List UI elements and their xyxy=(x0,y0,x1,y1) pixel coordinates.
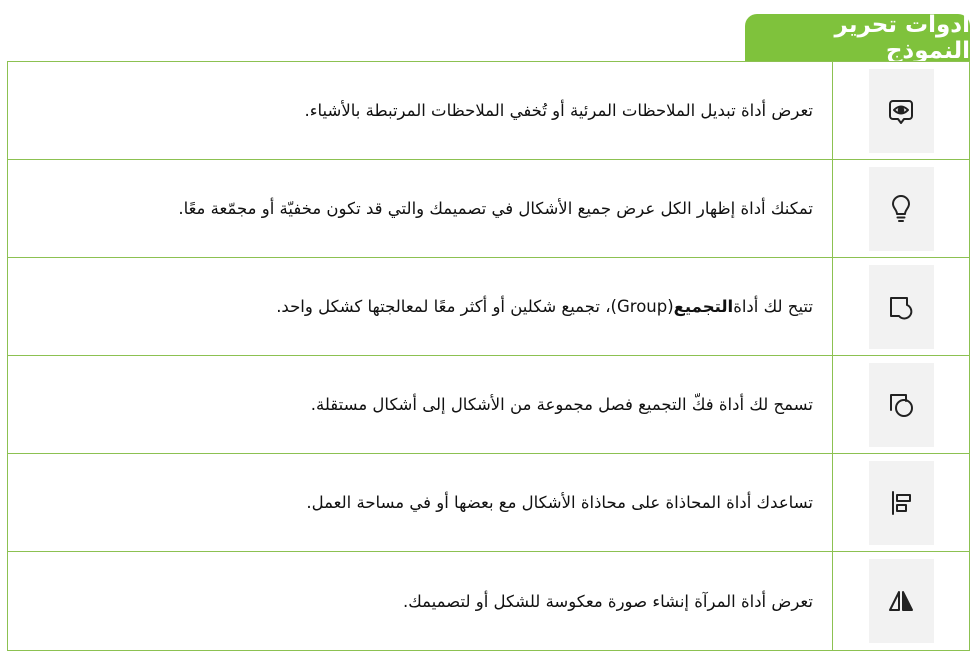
icon-cell xyxy=(832,258,969,355)
icon-cell xyxy=(832,552,969,650)
tool-description: تسمح لك أداة فكّ التجميع فصل مجموعة من الأشكال إلى أشكال مستقلة. xyxy=(310,395,813,414)
table-row xyxy=(8,454,969,552)
table-row xyxy=(8,258,969,356)
tools-table xyxy=(7,61,970,651)
ungroup-icon[interactable] xyxy=(869,363,934,447)
icon-cell xyxy=(832,454,969,551)
description-text: (Group)، تجميع شكلين أو أكثر معًا لمعالجتها كشكل واحد. xyxy=(276,297,674,316)
icon-cell xyxy=(832,356,969,453)
tool-description: تساعدك أداة المحاذاة على محاذاة الأشكال مع بعضها أو في مساحة العمل. xyxy=(306,493,813,512)
eye-notes-icon[interactable] xyxy=(869,69,934,153)
align-icon-graphic xyxy=(886,488,916,518)
ungroup-icon-graphic xyxy=(886,390,916,420)
lightbulb-icon[interactable] xyxy=(869,167,934,251)
icon-cell xyxy=(832,62,969,159)
mirror-icon-graphic xyxy=(886,586,916,616)
tool-description: تعرض أداة المرآة إنشاء صورة معكوسة للشكل أو لتصميمك. xyxy=(402,591,813,611)
group-icon[interactable] xyxy=(869,265,934,349)
table-row xyxy=(8,62,969,160)
description-bold-term: التجميع xyxy=(673,297,734,316)
table-row xyxy=(8,356,969,454)
icon-cell xyxy=(832,160,969,257)
align-icon[interactable] xyxy=(869,461,934,545)
table-row xyxy=(8,552,969,650)
table-row xyxy=(8,160,969,258)
tool-description: تمكنك أداة إظهار الكل عرض جميع الأشكال في تصميمك والتي قد تكون مخفيّة أو مجمّعة معًا. xyxy=(178,199,813,218)
tool-description: تعرض أداة تبديل الملاحظات المرئية أو تُخفي الملاحظات المرتبطة بالأشياء. xyxy=(304,101,813,120)
lightbulb-icon-graphic xyxy=(886,194,916,224)
description-text: تتيح لك أداة xyxy=(733,297,813,316)
mirror-icon[interactable] xyxy=(869,559,934,643)
tool-description xyxy=(8,258,832,355)
section-title: أدوات تحرير النموذج xyxy=(745,14,970,61)
group-icon-graphic xyxy=(886,292,916,322)
eye-notes-icon-graphic xyxy=(886,96,916,126)
